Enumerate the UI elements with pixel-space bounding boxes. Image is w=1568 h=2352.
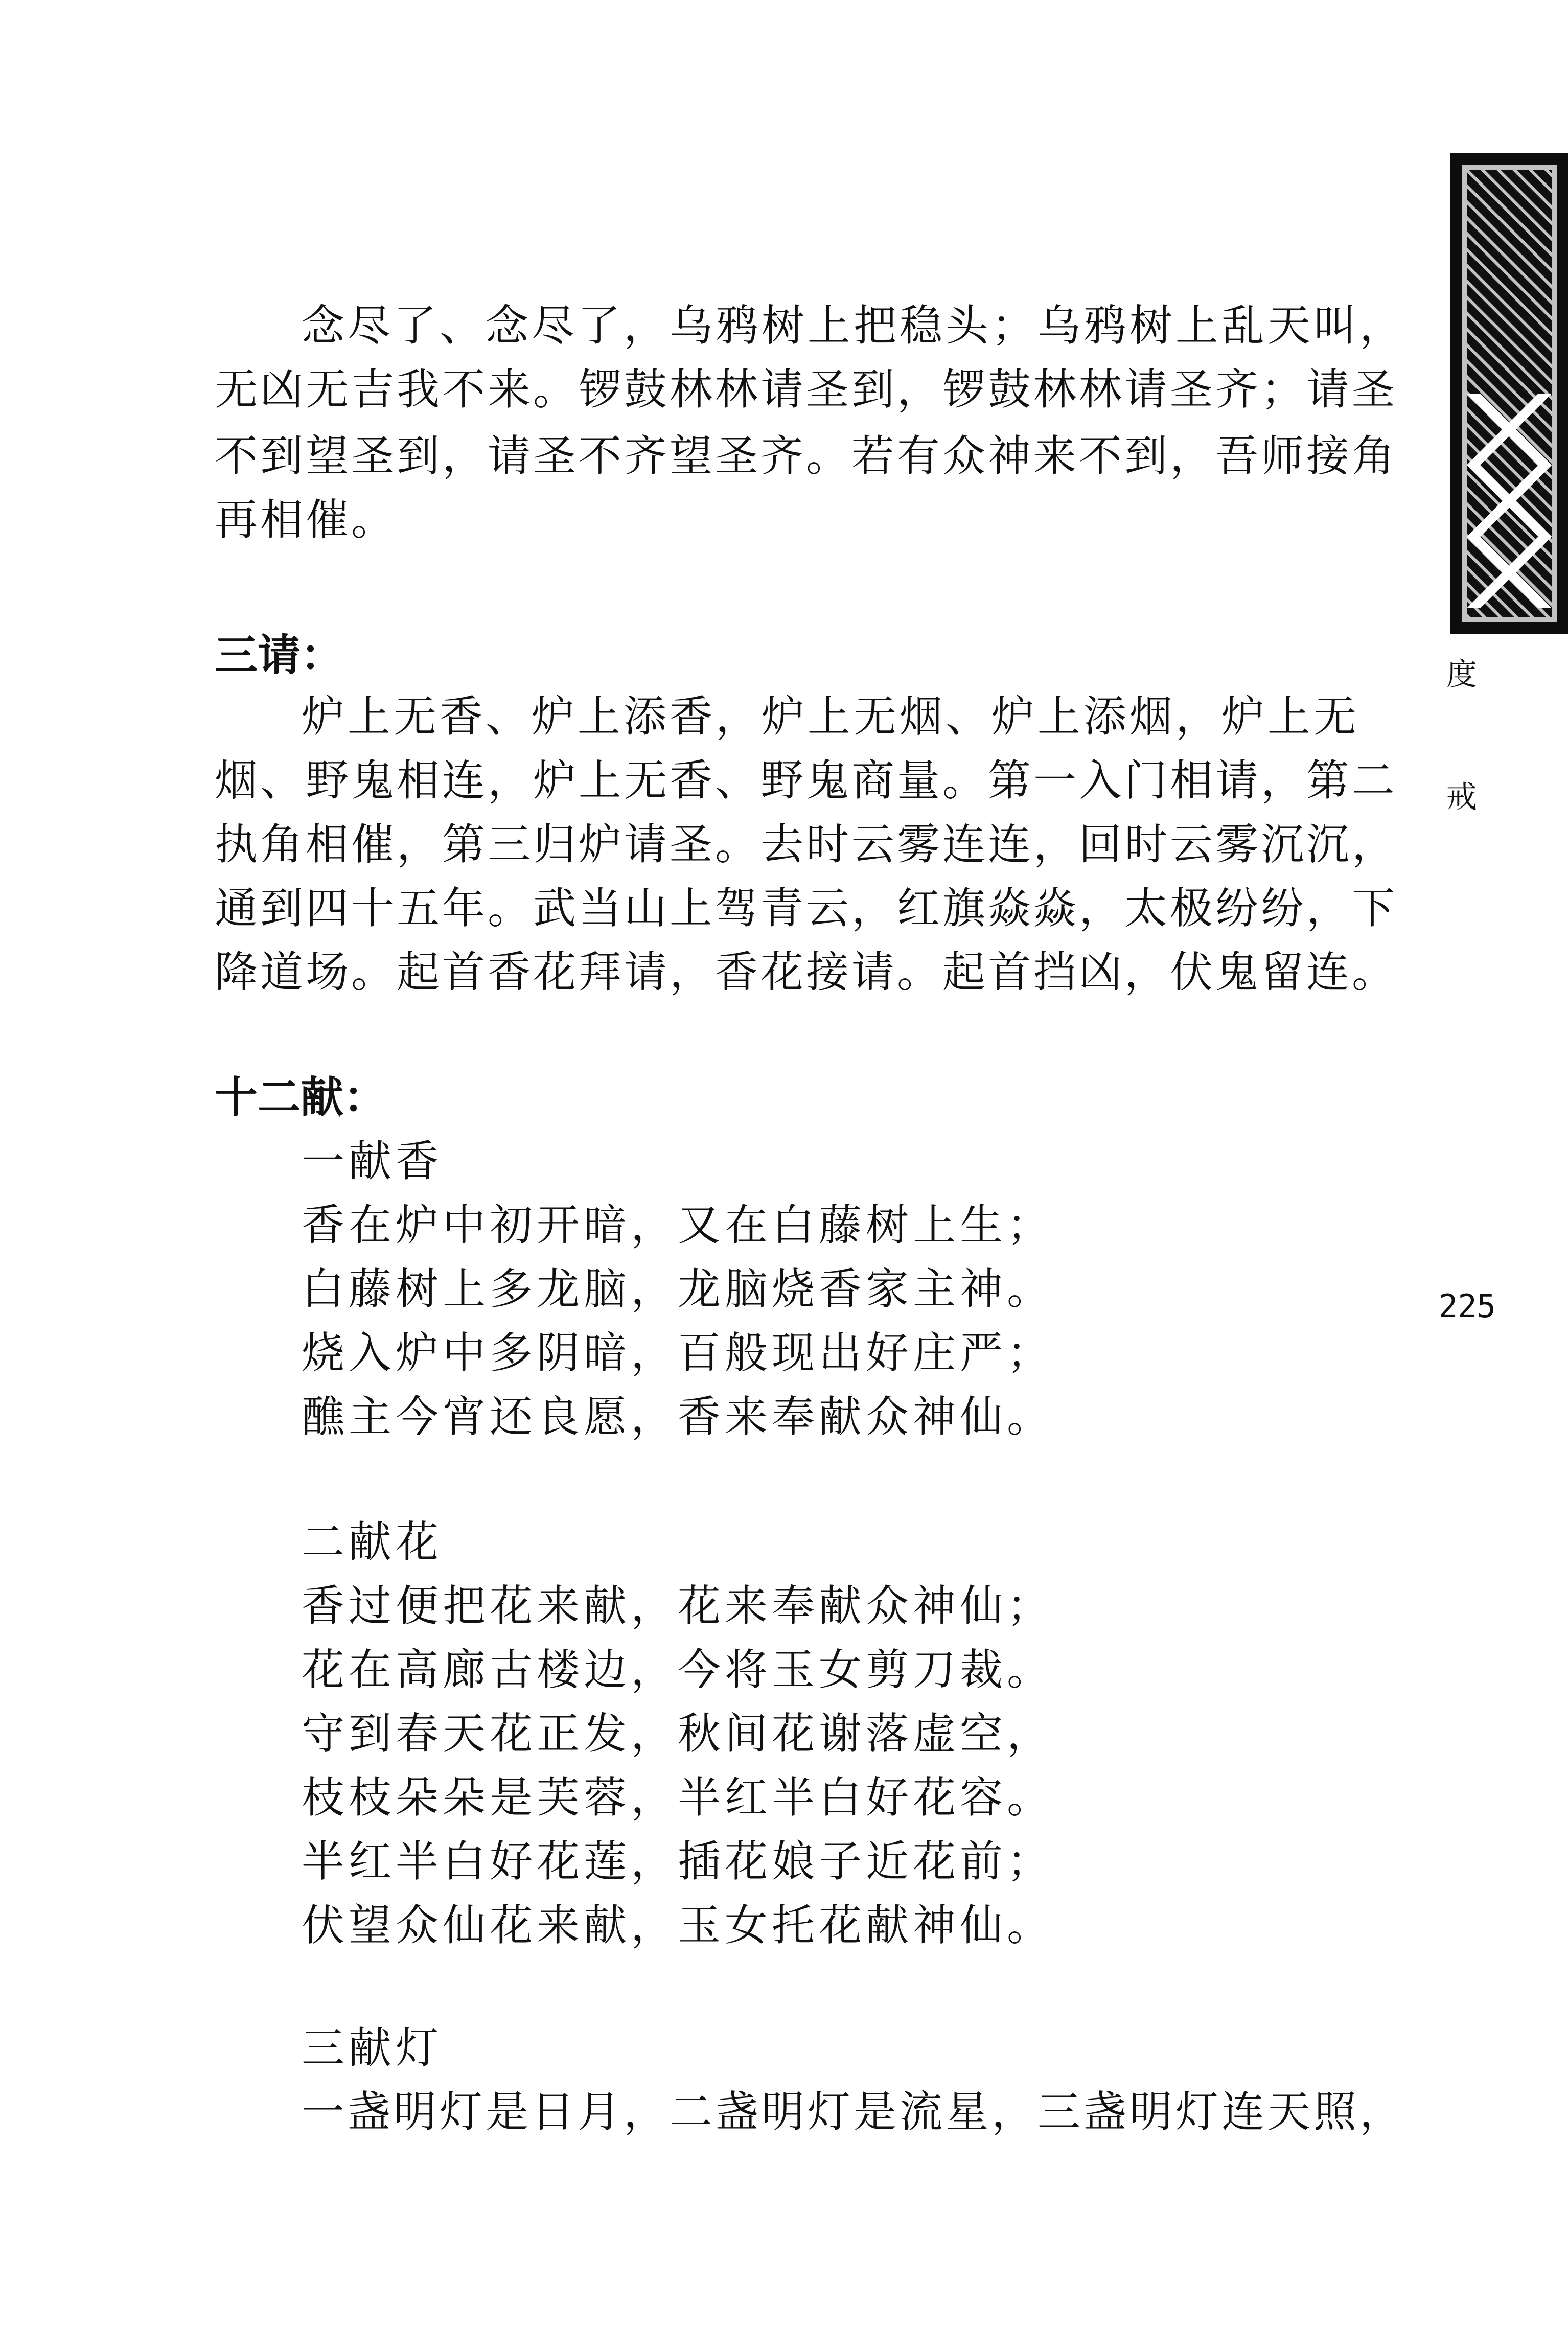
- paragraph-1-line-3: 不到望圣到，请圣不齐望圣齐。若有众神来不到，吾师接角: [215, 431, 1398, 481]
- ornamental-side-tab-icon: [1450, 153, 1568, 634]
- stanza-2-line-3: 守到春天花正发，秋间花谢落虚空，: [302, 1709, 1054, 1759]
- stanza-2-title: 二献花: [302, 1517, 443, 1567]
- section-heading-san-qing: 三请：: [215, 630, 344, 680]
- side-label-du: 度: [1446, 657, 1477, 693]
- stanza-2-line-1: 香过便把花来献，花来奉献众神仙；: [302, 1581, 1054, 1631]
- section-2-line-2: 烟、野鬼相连，炉上无香、野鬼商量。第一入门相请，第二: [215, 755, 1398, 805]
- paragraph-1-line-2: 无凶无吉我不来。锣鼓林林请圣到，锣鼓林林请圣齐；请圣: [215, 364, 1398, 414]
- section-2-line-3: 执角相催，第三归炉请圣。去时云雾连连，回时云雾沉沉，: [215, 819, 1398, 869]
- stanza-2-line-6: 伏望众仙花来献，玉女托花献神仙。: [302, 1900, 1054, 1950]
- stanza-2-line-5: 半红半白好花莲，插花娘子近花前；: [302, 1836, 1054, 1886]
- stanza-1-title: 一献香: [302, 1136, 443, 1186]
- stanza-2-line-2: 花在高廊古楼边，今将玉女剪刀裁。: [302, 1645, 1054, 1695]
- page-number: 225: [1439, 1287, 1496, 1325]
- stanza-2-line-4: 枝枝朵朵是芙蓉，半红半白好花容。: [302, 1772, 1054, 1823]
- stanza-3-title: 三献灯: [302, 2023, 443, 2073]
- stanza-1-line-4: 醮主今宵还良愿，香来奉献众神仙。: [302, 1392, 1054, 1442]
- diamond-pattern-icon: [1462, 394, 1557, 608]
- stanza-1-line-2: 白藤树上多龙脑，龙脑烧香家主神。: [302, 1264, 1054, 1314]
- section-2-line-4: 通到四十五年。武当山上驾青云，红旗焱焱，太极纷纷，下: [215, 883, 1398, 933]
- paragraph-1-line-4: 再相催。: [215, 495, 397, 545]
- stanza-3-line-1: 一盏明灯是日月，二盏明灯是流星，三盏明灯连天照，: [302, 2087, 1406, 2137]
- section-heading-shi-er-xian: 十二献：: [215, 1072, 387, 1122]
- section-2-line-1: 炉上无香、炉上添香，炉上无烟、炉上添烟，炉上无: [302, 691, 1360, 742]
- side-label-jie: 戒: [1446, 779, 1477, 815]
- section-2-line-5: 降道场。起首香花拜请，香花接请。起首挡凶，伏鬼留连。: [215, 947, 1398, 997]
- paragraph-1-line-1: 念尽了、念尽了，乌鸦树上把稳头；乌鸦树上乱天叫，: [302, 301, 1406, 351]
- stanza-1-line-3: 烧入炉中多阴暗，百般现出好庄严；: [302, 1328, 1054, 1378]
- stanza-1-line-1: 香在炉中初开暗，又在白藤树上生；: [302, 1200, 1054, 1250]
